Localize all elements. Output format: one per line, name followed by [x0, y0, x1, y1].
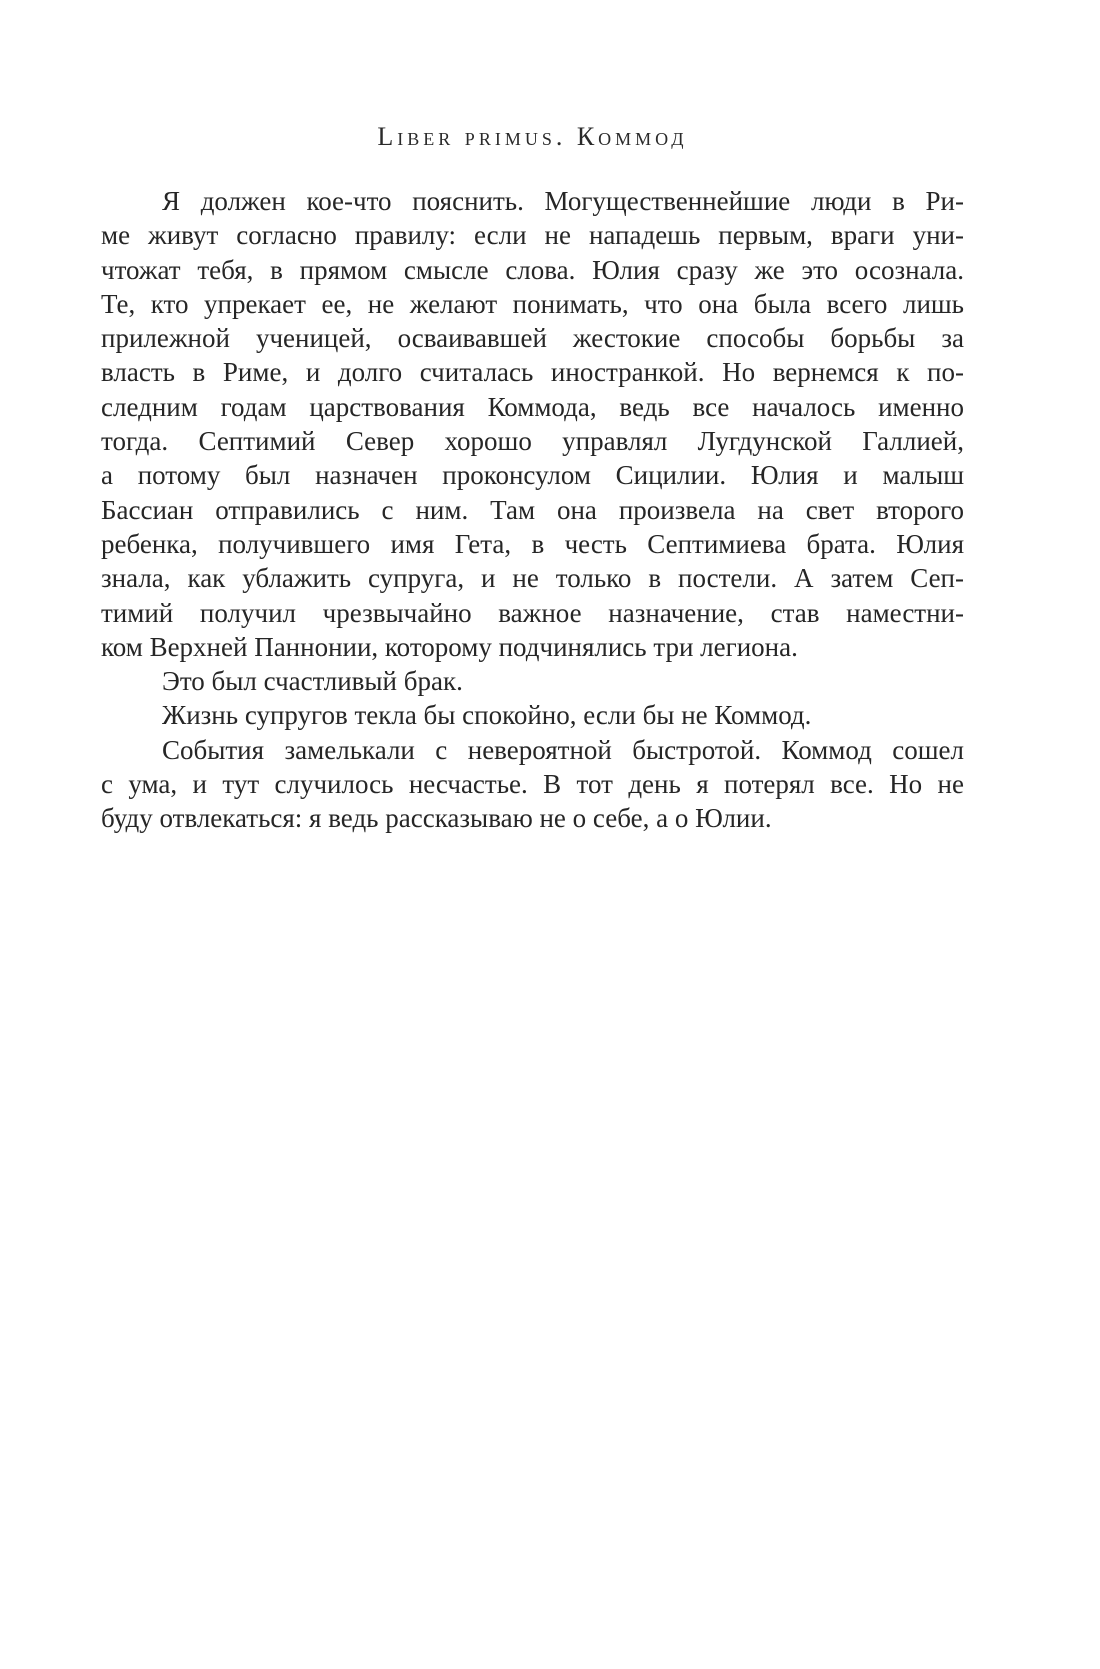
text-line: Это был счастливый брак. [162, 666, 463, 697]
text-line: тогда. Септимий Север хорошо управлял Лугдунской Галлией, [101, 426, 964, 457]
paragraph [101, 184, 964, 664]
text-line: власть в Риме, и долго считалась иностранкой. Но вернемся к по- [101, 357, 964, 388]
body-text [101, 184, 964, 836]
text-line: а потому был назначен проконсулом Сицилии. Юлия и малыш [101, 460, 964, 491]
text-line: знала, как ублажить супруга, и не только в постели. А затем Сеп- [101, 563, 964, 594]
text-line: Бассиан отправились с ним. Там она произвела на свет второго [101, 494, 964, 525]
text-block [0, 0, 964, 836]
text-line: ком Верхней Паннонии, которому подчинялись три легиона. [101, 631, 798, 662]
text-line: События замелькали с невероятной быстротой. Коммод сошел [162, 734, 964, 765]
text-line: ме живут согласно правилу: если не нападешь первым, враги уни- [101, 220, 964, 251]
paragraph [101, 698, 964, 732]
text-line: ребенка, получившего имя Гета, в честь Септимиева брата. Юлия [101, 528, 964, 559]
paragraph [101, 664, 964, 698]
chapter-title: Liber primus. Коммод [377, 122, 688, 151]
text-line: тимий получил чрезвычайно важное назначение, став наместни- [101, 597, 964, 628]
text-line: прилежной ученицей, осваивавшей жестокие способы борьбы за [101, 323, 964, 354]
paragraph [101, 733, 964, 836]
text-line: буду отвлекаться: я ведь рассказываю не о себе, а о Юлии. [101, 803, 772, 834]
text-line: Жизнь супругов текла бы спокойно, если бы не Коммод. [162, 700, 812, 731]
text-line: следним годам царствования Коммода, ведь все началось именно [101, 391, 964, 422]
text-line: чтожат тебя, в прямом смысле слова. Юлия сразу же это осознала. [101, 254, 964, 285]
text-line: Те, кто упрекает ее, не желают понимать, что она была всего лишь [101, 288, 964, 319]
text-line: с ума, и тут случилось несчастье. В тот день я потерял все. Но не [101, 769, 964, 800]
text-line: Я должен кое-что пояснить. Могущественнейшие люди в Ри- [162, 186, 964, 216]
